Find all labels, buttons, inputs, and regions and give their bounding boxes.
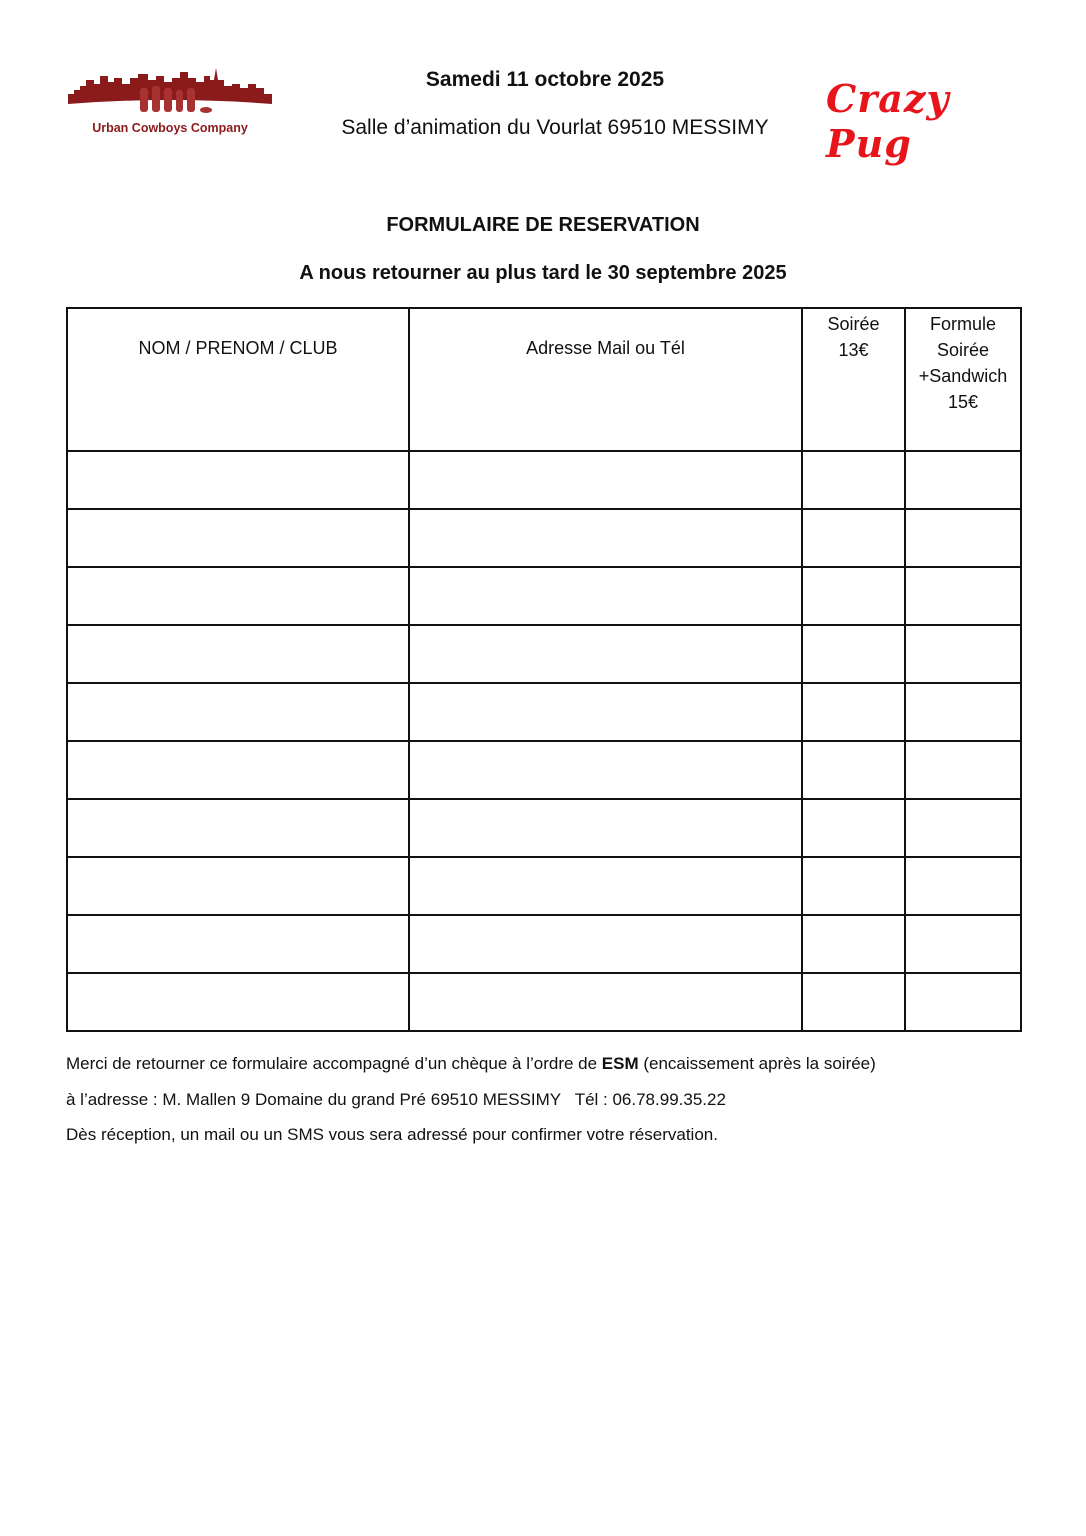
city-skyline-icon	[68, 66, 272, 116]
formule-cell[interactable]	[905, 451, 1021, 509]
soiree-cell[interactable]	[802, 451, 905, 509]
payee-name: ESM	[601, 1054, 639, 1073]
instruction-line-3: Dès réception, un mail ou un SMS vous sera adressé pour confirmer votre réservation.	[66, 1125, 718, 1144]
table-row	[67, 799, 1021, 857]
formule-cell[interactable]	[905, 567, 1021, 625]
name-cell[interactable]	[67, 683, 409, 741]
column-header-line: Soirée	[827, 314, 880, 334]
formule-cell[interactable]	[905, 799, 1021, 857]
formule-cell[interactable]	[905, 741, 1021, 799]
name-cell[interactable]	[67, 451, 409, 509]
contact-cell[interactable]	[409, 915, 802, 973]
contact-cell[interactable]	[409, 451, 802, 509]
table-row	[67, 625, 1021, 683]
name-cell[interactable]	[67, 625, 409, 683]
column-header-line: Formule	[929, 314, 996, 334]
contact-cell[interactable]	[409, 567, 802, 625]
urban-cowboys-logo	[68, 66, 272, 142]
name-cell[interactable]	[67, 857, 409, 915]
formule-cell[interactable]	[905, 857, 1021, 915]
contact-cell[interactable]	[409, 857, 802, 915]
crazy-pug-logo: Crazy Pug	[826, 76, 950, 166]
contact-cell[interactable]	[409, 509, 802, 567]
contact-cell[interactable]	[409, 741, 802, 799]
event-date: Samedi 11 octobre 2025	[425, 68, 665, 91]
name-cell[interactable]	[67, 973, 409, 1031]
column-header-soiree	[802, 308, 905, 451]
instruction-text: (encaissement après la soirée)	[638, 1054, 876, 1073]
contact-cell[interactable]	[409, 973, 802, 1031]
column-header-line: +Sandwich	[918, 366, 1008, 386]
event-venue: Salle d’animation du Vourlat 69510 MESSIMY	[341, 116, 769, 139]
soiree-cell[interactable]	[802, 973, 905, 1031]
formule-cell[interactable]	[905, 625, 1021, 683]
contact-cell[interactable]	[409, 799, 802, 857]
column-header-formule	[905, 308, 1021, 451]
form-deadline: A nous retourner au plus tard le 30 septembre 2025	[299, 262, 787, 284]
soiree-cell[interactable]	[802, 567, 905, 625]
table-row	[67, 683, 1021, 741]
instruction-line-1	[66, 1046, 876, 1082]
soiree-cell[interactable]	[802, 509, 905, 567]
table-row	[67, 451, 1021, 509]
formule-cell[interactable]	[905, 915, 1021, 973]
instruction-line-2: à l’adresse : M. Mallen 9 Domaine du grand Pré 69510 MESSIMY Tél : 06.78.99.35.22	[66, 1089, 726, 1109]
formule-cell[interactable]	[905, 973, 1021, 1031]
table-row	[67, 915, 1021, 973]
contact-cell[interactable]	[409, 683, 802, 741]
soiree-cell[interactable]	[802, 683, 905, 741]
soiree-cell[interactable]	[802, 625, 905, 683]
contact-cell[interactable]	[409, 625, 802, 683]
name-cell[interactable]	[67, 915, 409, 973]
name-cell[interactable]	[67, 741, 409, 799]
table-row	[67, 509, 1021, 567]
logo-caption: Urban Cowboys Company	[92, 121, 248, 135]
column-header-name: NOM / PRENOM / CLUB	[67, 308, 409, 451]
column-header-line: 15€	[947, 392, 979, 412]
name-cell[interactable]	[67, 567, 409, 625]
soiree-cell[interactable]	[802, 741, 905, 799]
soiree-cell[interactable]	[802, 857, 905, 915]
instruction-text: Merci de retourner ce formulaire accompagné d’un chèque à l’ordre de	[66, 1054, 602, 1073]
column-header-contact: Adresse Mail ou Tél	[409, 308, 802, 451]
name-cell[interactable]	[67, 799, 409, 857]
formule-cell[interactable]	[905, 683, 1021, 741]
column-header-line: 13€	[838, 340, 869, 360]
reservation-table	[66, 307, 1022, 1032]
instructions	[66, 1046, 876, 1153]
column-header-line: Soirée	[936, 340, 990, 360]
table-header-row	[67, 308, 1021, 451]
formule-cell[interactable]	[905, 509, 1021, 567]
form-title: FORMULAIRE DE RESERVATION	[386, 214, 700, 236]
table-row	[67, 973, 1021, 1031]
table-row	[67, 741, 1021, 799]
soiree-cell[interactable]	[802, 915, 905, 973]
soiree-cell[interactable]	[802, 799, 905, 857]
table-row	[67, 857, 1021, 915]
name-cell[interactable]	[67, 509, 409, 567]
table-row	[67, 567, 1021, 625]
